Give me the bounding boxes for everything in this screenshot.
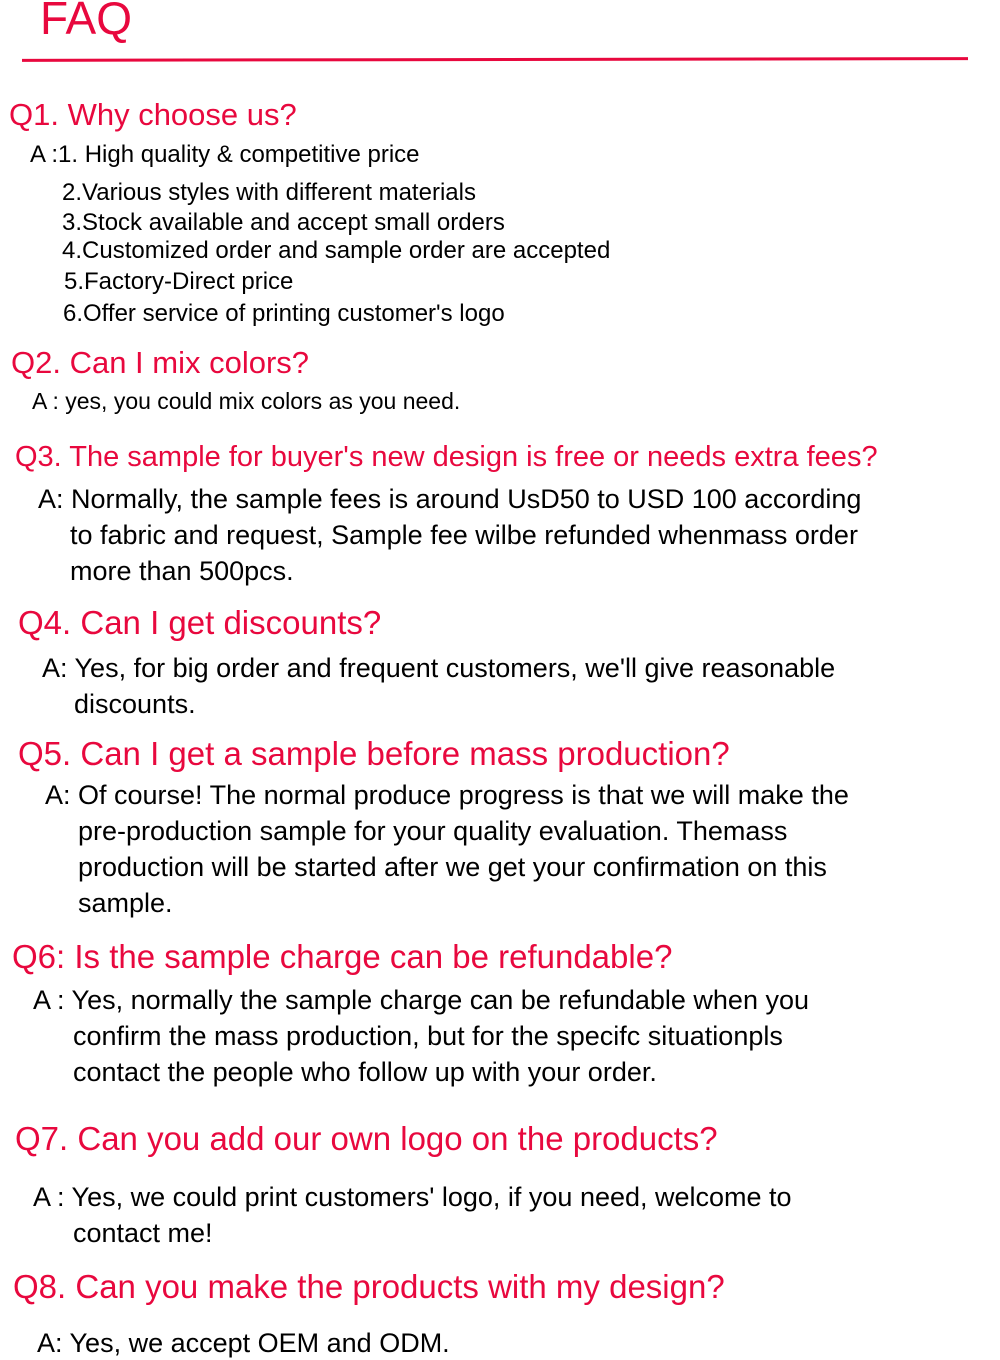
answer-line: pre-production sample for your quality evaluation. Themass xyxy=(78,816,788,846)
answer-line: A: Yes, we accept OEM and ODM. xyxy=(37,1328,450,1358)
question-1: Q1. Why choose us? xyxy=(9,97,297,132)
answer-line: 3.Stock available and accept small orders xyxy=(62,209,505,236)
answer-line: 2.Various styles with different materials xyxy=(62,179,476,206)
answer-line: A: Of course! The normal produce progress is that we will make the xyxy=(45,780,849,810)
answer-line: confirm the mass production, but for the specifc situationpls xyxy=(73,1021,783,1051)
answer-line: discounts. xyxy=(74,689,196,719)
answer-line: 6.Offer service of printing customer's logo xyxy=(63,300,505,327)
title-divider xyxy=(22,57,968,62)
question-2: Q2. Can I mix colors? xyxy=(11,345,310,380)
question-7: Q7. Can you add our own logo on the products? xyxy=(15,1120,718,1157)
answer-line: A : Yes, normally the sample charge can be refundable when you xyxy=(33,985,809,1015)
answer-line: A: Yes, for big order and frequent customers, we'll give reasonable xyxy=(42,653,836,683)
question-3: Q3. The sample for buyer's new design is free or needs extra fees? xyxy=(15,441,878,473)
question-6: Q6: Is the sample charge can be refundable? xyxy=(12,938,673,975)
question-4: Q4. Can I get discounts? xyxy=(18,604,382,641)
answer-line: production will be started after we get your confirmation on this xyxy=(78,852,827,882)
question-8: Q8. Can you make the products with my design? xyxy=(13,1268,725,1305)
answer-line: contact me! xyxy=(73,1218,213,1248)
answer-line: 5.Factory-Direct price xyxy=(64,268,294,295)
answer-line: A : Yes, we could print customers' logo, if you need, welcome to xyxy=(33,1182,792,1212)
answer-line: A :1. High quality & competitive price xyxy=(30,141,420,168)
question-5: Q5. Can I get a sample before mass production? xyxy=(18,735,730,772)
answer-line: 4.Customized order and sample order are accepted xyxy=(62,237,611,264)
answer-line: to fabric and request, Sample fee wilbe refunded whenmass order xyxy=(70,520,858,550)
page-title: FAQ xyxy=(40,0,133,44)
answer-line: A: Normally, the sample fees is around UsD50 to USD 100 according xyxy=(38,484,862,514)
answer-line: more than 500pcs. xyxy=(70,556,294,586)
answer-line: contact the people who follow up with your order. xyxy=(73,1057,657,1087)
answer-line: sample. xyxy=(78,888,173,918)
answer-line: A : yes, you could mix colors as you need. xyxy=(32,388,461,414)
